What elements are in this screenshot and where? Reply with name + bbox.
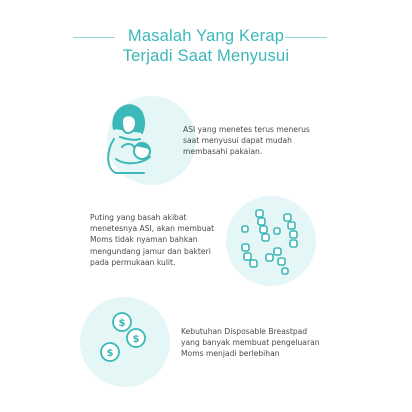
item-2-line-4: mengundang jamur dan bakteri bbox=[90, 246, 211, 256]
item-3-line-1: Kebutuhan Disposable Breastpad bbox=[181, 327, 308, 336]
title-line-2: Terjadi Saat Menyusui bbox=[122, 47, 290, 65]
item-2-line-3: Moms tidak nyaman bahkan bbox=[90, 235, 198, 245]
item-2-line-2: menetesnya ASI, akan membuat bbox=[90, 224, 215, 234]
item-3-text bbox=[181, 326, 320, 360]
title-line-1: Masalah Yang Kerap bbox=[127, 27, 285, 45]
item-1-line-1: ASI yang menetes terus menerus bbox=[183, 125, 310, 134]
breastfeeding-mother-icon bbox=[100, 99, 160, 179]
item-1-text bbox=[183, 124, 310, 158]
bacteria-icon bbox=[236, 206, 308, 276]
item-1-line-2: saat menyusui dapat mudah bbox=[183, 136, 292, 146]
svg-text:$: $ bbox=[118, 318, 126, 329]
item-2-text bbox=[90, 212, 214, 268]
item-1-line-3: membasahi pakaian. bbox=[183, 147, 263, 157]
item-2-line-1: Puting yang basah akibat bbox=[90, 213, 187, 222]
svg-text:$: $ bbox=[132, 334, 140, 345]
svg-text:$: $ bbox=[106, 348, 114, 359]
item-3-line-2: yang banyak membuat pengeluaran bbox=[181, 338, 320, 348]
item-3-line-3: Moms menjadi berlebihan bbox=[181, 349, 280, 359]
item-2-line-5: pada permukaan kulit. bbox=[90, 257, 176, 267]
coins-icon bbox=[92, 308, 156, 372]
page-title bbox=[0, 26, 412, 66]
